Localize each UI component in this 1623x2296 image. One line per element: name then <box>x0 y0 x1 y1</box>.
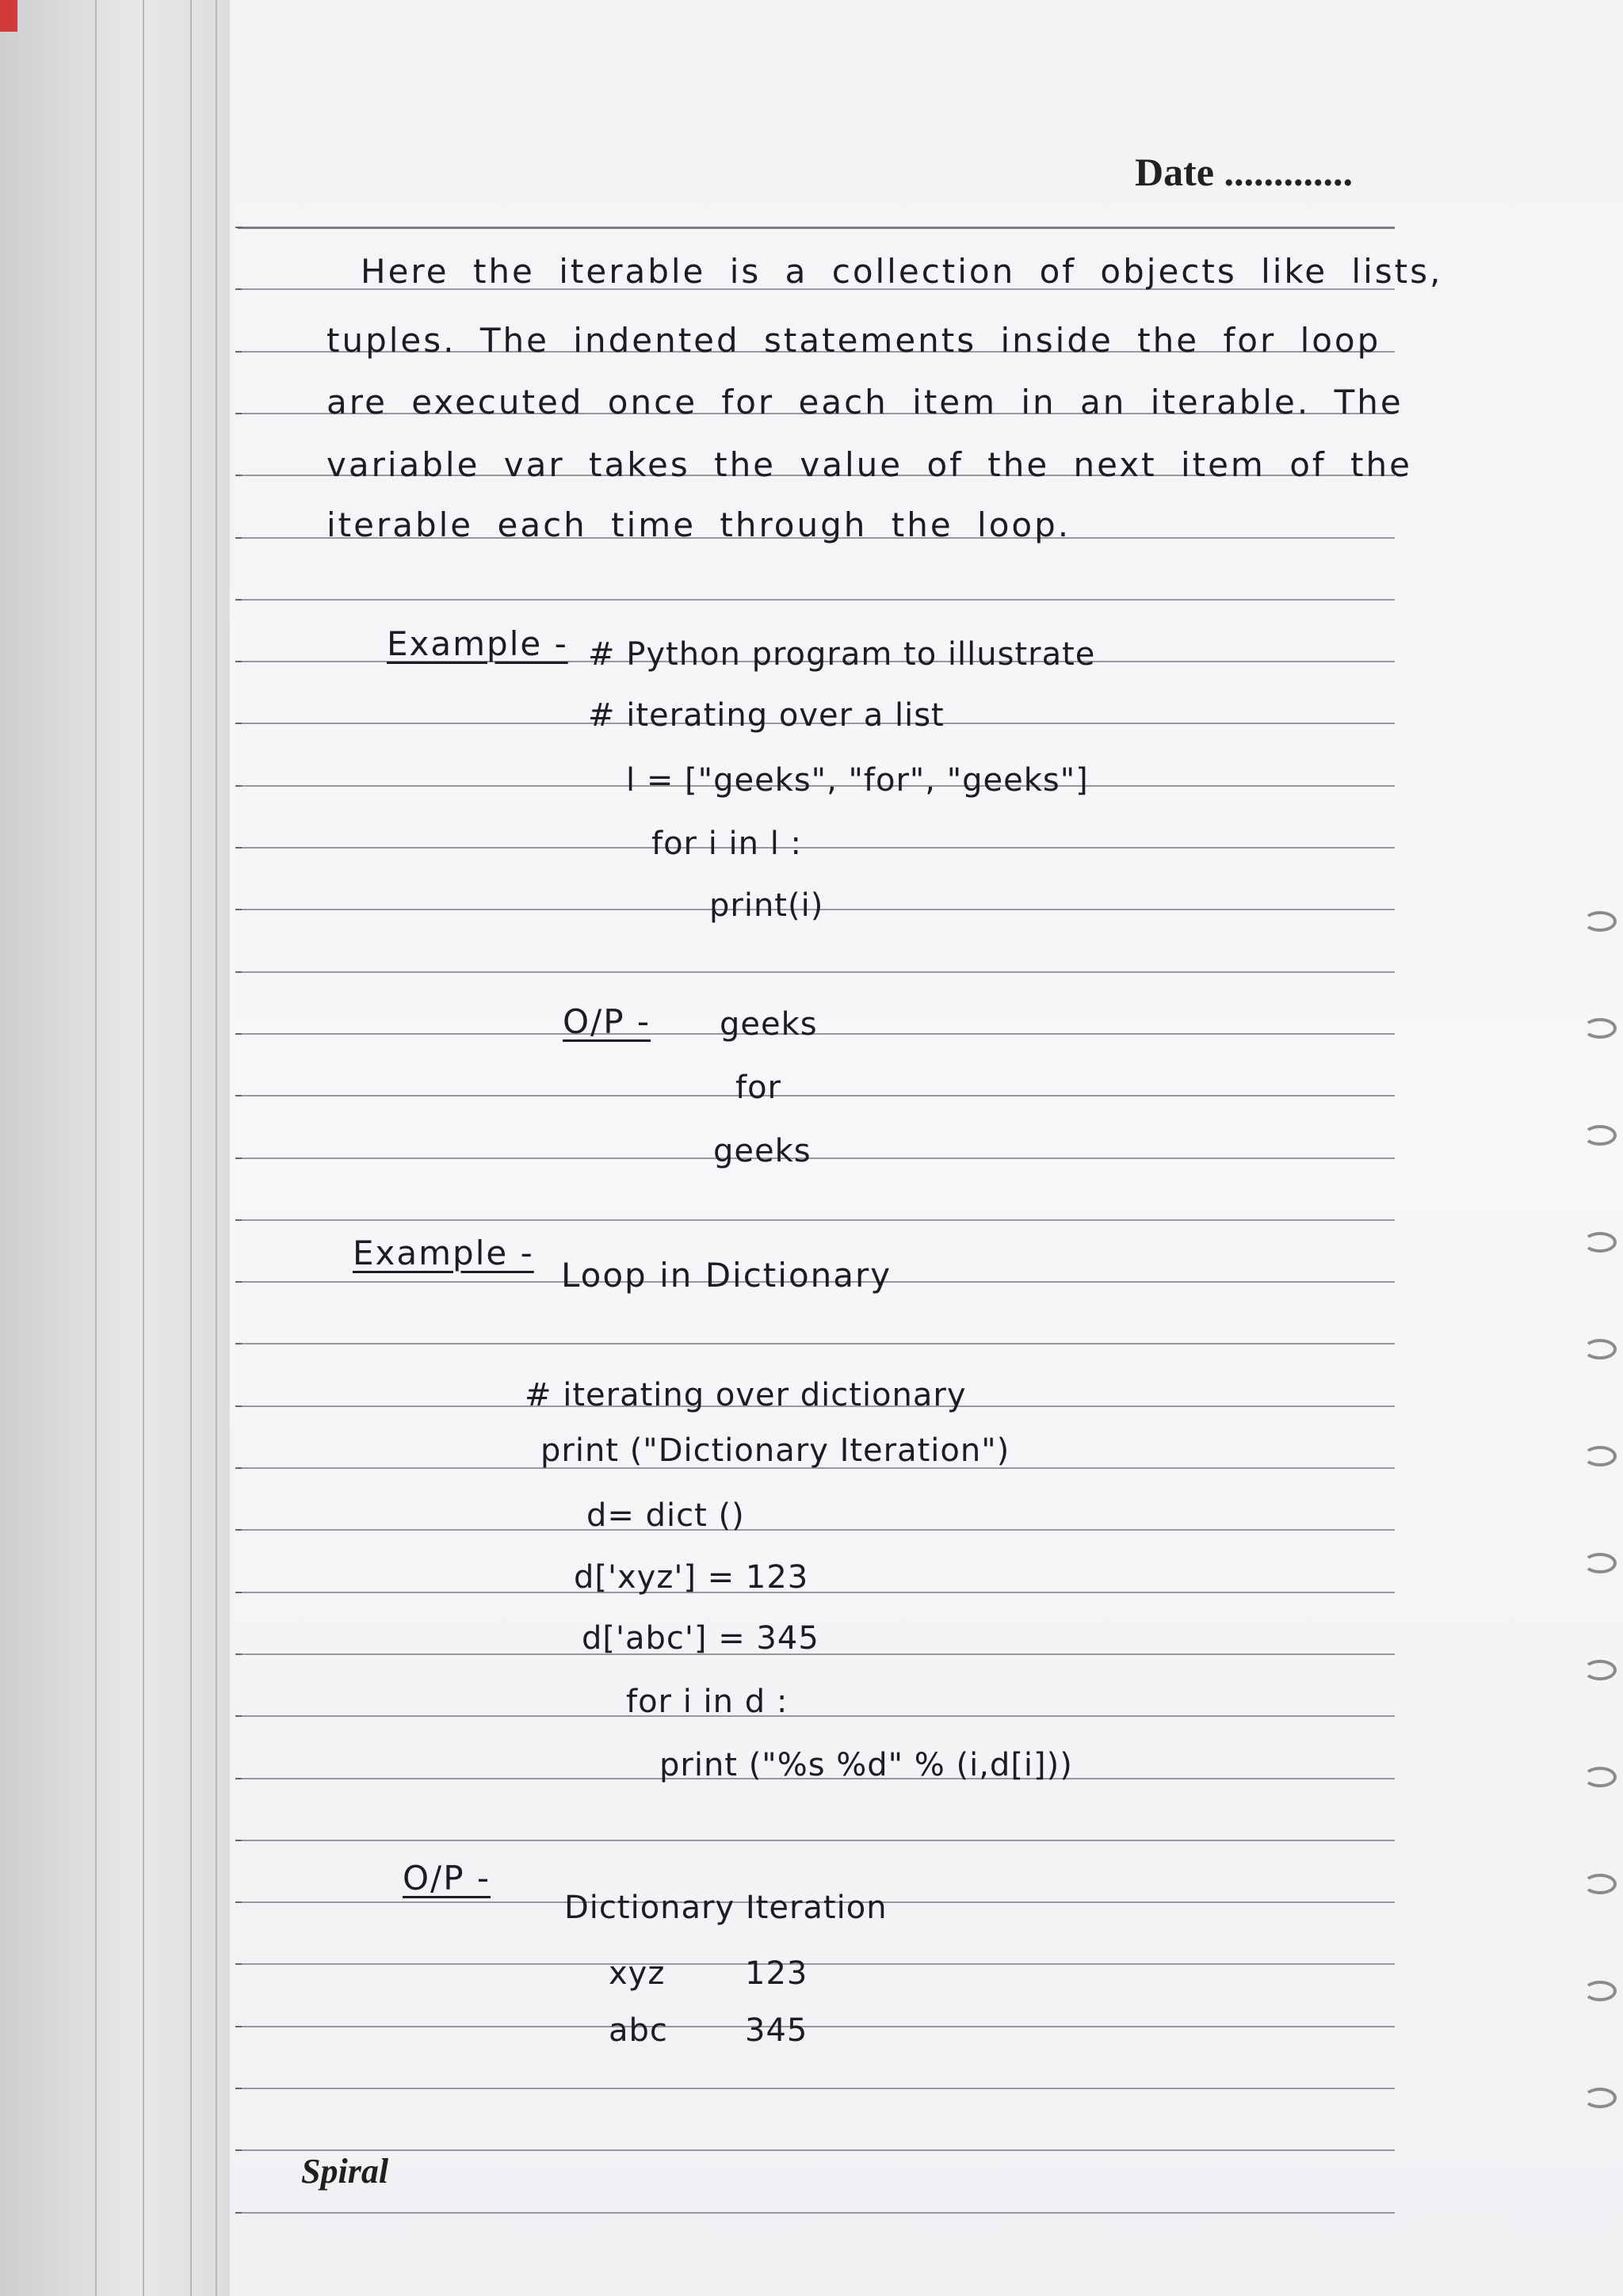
example2-output-title: Dictionary Iteration <box>564 1890 888 1926</box>
spiral-ring <box>1583 1125 1617 1146</box>
example2-code-line-6: for i in d : <box>626 1684 789 1720</box>
spiral-ring <box>1583 1553 1617 1573</box>
margin-tick <box>235 1467 242 1469</box>
ruled-line <box>238 2026 1395 2027</box>
ruled-line <box>238 1529 1395 1531</box>
date-label: Date ............. <box>1135 150 1353 194</box>
margin-tick <box>235 1653 242 1655</box>
example2-output-key-1: xyz <box>609 1955 666 1992</box>
ruled-line <box>238 847 1395 849</box>
example1-code-line-5: print(i) <box>709 887 824 924</box>
spiral-ring <box>1583 1660 1617 1680</box>
spiral-ring <box>1583 1981 1617 2001</box>
ruled-line <box>238 2212 1395 2214</box>
ruled-line <box>238 2149 1395 2151</box>
ruled-line <box>238 2088 1395 2089</box>
margin-tick <box>235 1281 242 1283</box>
margin-tick <box>235 288 242 290</box>
margin-tick <box>235 475 242 476</box>
example2-label: Example - <box>353 1234 534 1272</box>
example2-output-key-2: abc <box>609 2012 668 2049</box>
ruled-line <box>238 599 1395 601</box>
example2-output-value-2: 345 <box>745 2012 808 2049</box>
example2-code-line-2: print ("Dictionary Iteration") <box>540 1432 1010 1469</box>
example1-code-line-2: # iterating over a list <box>588 697 945 734</box>
margin-tick <box>235 909 242 910</box>
example1-output-line-3: geeks <box>713 1133 812 1169</box>
spiral-ring <box>1583 1339 1617 1360</box>
margin-tick <box>235 661 242 662</box>
example2-code-line-3: d= dict () <box>586 1497 745 1534</box>
margin-tick <box>235 2212 242 2214</box>
example1-output-line-2: for <box>735 1070 781 1106</box>
margin-tick <box>235 1405 242 1407</box>
gutter-line <box>216 0 217 2296</box>
example1-code-line-1: # Python program to illustrate <box>588 636 1096 673</box>
margin-tick <box>235 2149 242 2151</box>
margin-tick <box>235 413 242 414</box>
margin-tick <box>235 1715 242 1717</box>
spiral-ring <box>1583 1232 1617 1253</box>
margin-tick <box>235 227 242 228</box>
margin-tick <box>235 1840 242 1841</box>
example2-title: Loop in Dictionary <box>561 1256 892 1295</box>
intro-line-3: are executed once for each item in an iterable. The <box>327 383 1403 421</box>
margin-tick <box>235 1033 242 1035</box>
gutter-line <box>190 0 192 2296</box>
spiral-ring <box>1583 1446 1617 1466</box>
margin-tick <box>235 847 242 849</box>
example1-code-line-3: l = ["geeks", "for", "geeks"] <box>626 762 1089 799</box>
margin-tick <box>235 2088 242 2089</box>
ruled-line <box>238 1343 1395 1344</box>
margin-tick <box>235 1901 242 1903</box>
margin-tick <box>235 351 242 353</box>
ruled-line <box>238 1158 1395 1159</box>
gutter-line <box>143 0 144 2296</box>
spiral-ring <box>1583 1018 1617 1039</box>
red-page-corner <box>0 0 17 32</box>
margin-tick <box>235 1219 242 1221</box>
margin-tick <box>235 1963 242 1965</box>
margin-tick <box>235 1778 242 1779</box>
margin-tick <box>235 723 242 724</box>
brand-mark: Spiral <box>301 2152 389 2191</box>
spiral-ring <box>1583 1874 1617 1894</box>
example1-output-label: O/P - <box>563 1002 651 1041</box>
example2-code-line-4: d['xyz'] = 123 <box>574 1559 809 1596</box>
spiral-ring <box>1583 1767 1617 1787</box>
intro-line-5: iterable each time through the loop. <box>327 505 1071 544</box>
margin-tick <box>235 537 242 539</box>
example2-code-line-5: d['abc'] = 345 <box>582 1620 819 1657</box>
ruled-line <box>238 1715 1395 1717</box>
intro-line-2: tuples. The indented statements inside the for loop <box>327 321 1381 360</box>
ruled-line <box>238 1840 1395 1841</box>
margin-tick <box>235 785 242 787</box>
margin-tick <box>235 1095 242 1097</box>
example2-output-value-1: 123 <box>745 1955 808 1992</box>
margin-tick <box>235 1592 242 1593</box>
ruled-line <box>238 1095 1395 1097</box>
ruled-line <box>238 971 1395 973</box>
spiral-ring <box>1583 2088 1617 2108</box>
binding-gutter <box>0 0 230 2296</box>
spiral-ring <box>1583 911 1617 932</box>
margin-tick <box>235 971 242 973</box>
margin-tick <box>235 1343 242 1344</box>
margin-tick <box>235 599 242 601</box>
margin-tick <box>235 2026 242 2027</box>
ruled-line <box>238 1963 1395 1965</box>
example1-output-line-1: geeks <box>720 1006 818 1043</box>
ruled-line <box>238 1219 1395 1221</box>
ruled-line <box>238 1592 1395 1593</box>
margin-tick <box>235 1529 242 1531</box>
example1-label: Example - <box>387 624 568 663</box>
gutter-line <box>95 0 97 2296</box>
example2-code-line-7: print ("%s %d" % (i,d[i])) <box>659 1747 1073 1783</box>
example2-output-label: O/P - <box>403 1859 491 1897</box>
example1-code-line-4: for i in l : <box>651 826 803 862</box>
margin-tick <box>235 1158 242 1159</box>
example2-code-line-1: # iterating over dictionary <box>525 1377 967 1413</box>
ruled-line <box>238 227 1395 229</box>
intro-line-4: variable var takes the value of the next item of the <box>327 445 1412 484</box>
intro-line-1: Here the iterable is a collection of objects like lists, <box>361 252 1443 291</box>
